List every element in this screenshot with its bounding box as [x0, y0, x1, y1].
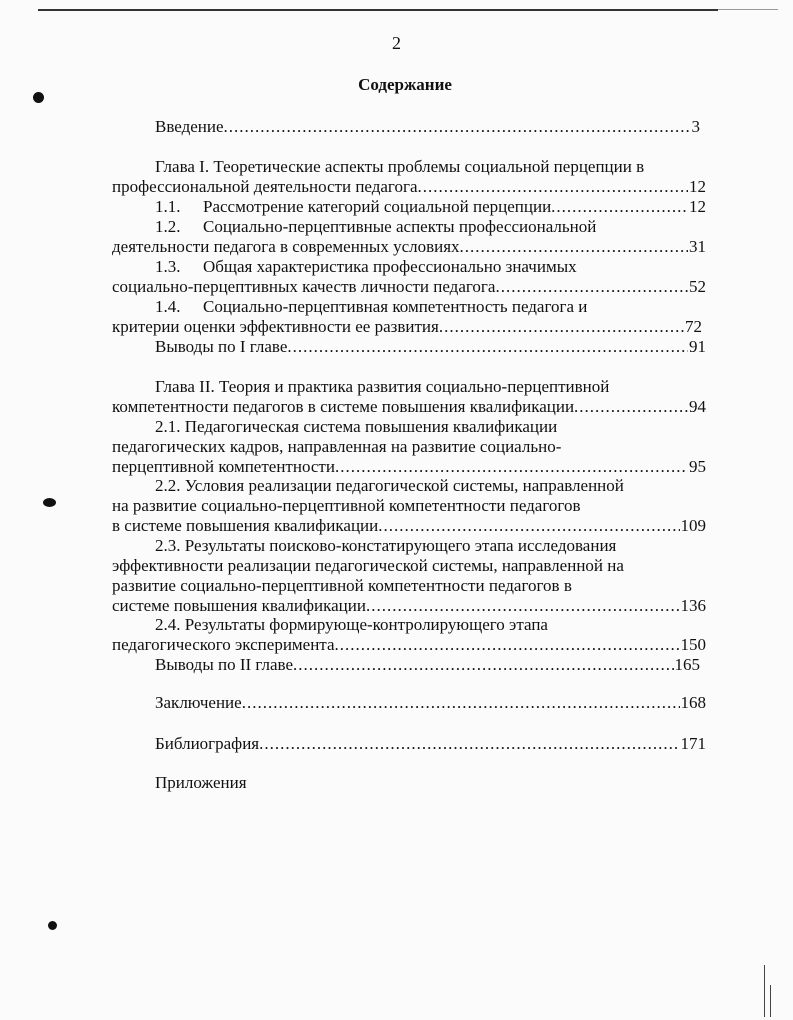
toc-entry-chapter2: компетентности педагогов в системе повышения квалификации ..... 94: [112, 397, 706, 417]
page-title: Содержание: [358, 75, 452, 94]
punch-mark-top: [33, 92, 44, 103]
punch-mark-bottom: [48, 921, 57, 930]
toc-entry-bibliography: Библиография ..... 171: [155, 734, 706, 754]
page-number: 2: [392, 33, 401, 53]
toc-entry-chapter1-conclusions: Выводы по I главе ..... 91: [155, 337, 706, 357]
right-scan-edge-2: [770, 985, 771, 1017]
toc-entry-2-4: педагогического эксперимента ..... 150: [112, 635, 706, 655]
top-scan-edge-faint: [718, 9, 778, 10]
top-scan-edge: [38, 9, 718, 11]
right-scan-edge-1: [764, 965, 765, 1017]
toc-entry-2-1-line2: педагогических кадров, направленная на развитие социально-: [112, 437, 562, 456]
toc-entry-1-3: социально-перцептивных качеств личности педагога ..... 52: [112, 277, 706, 297]
toc-entry-appendices: Приложения: [155, 773, 247, 792]
toc-entry-2-1-title: 2.1. Педагогическая система повышения квалификации: [155, 417, 558, 436]
toc-entry-2-3: системе повышения квалификации ..... 136: [112, 596, 706, 616]
toc-entry-2-3-line3: развитие социально-перцептивной компетентности педагогов в: [112, 576, 572, 595]
toc-entry-intro: Введение ..... 3: [155, 117, 700, 137]
toc-entry-2-4-title: 2.4. Результаты формирующе-контролирующего этапа: [155, 615, 548, 634]
toc-entry-2-2-title: 2.2. Условия реализации педагогической системы, направленной: [155, 476, 624, 495]
toc-entry-conclusion: Заключение ..... 168: [155, 693, 706, 713]
toc-entry-chapter2-conclusions: Выводы по II главе ..... 165: [155, 655, 700, 675]
toc-chapter1-title: Глава I. Теоретические аспекты проблемы социальной перцепции в: [155, 157, 645, 176]
toc-entry-1-2-title: 1.2. Социально-перцептивные аспекты профессиональной: [155, 217, 597, 236]
punch-mark-middle: [43, 498, 56, 507]
toc-chapter2-title: Глава II. Теория и практика развития социально-перцептивной: [155, 377, 610, 396]
toc-entry-2-1: перцептивной компетентности ..... 95: [112, 457, 706, 477]
toc-entry-1-2: деятельности педагога в современных условиях ..... 31: [112, 237, 706, 257]
toc-entry-2-3-line2: эффективности реализации педагогической системы, направленной на: [112, 556, 624, 575]
toc-entry-1-4: критерии оценки эффективности ее развития ..... 72: [112, 317, 702, 337]
toc-entry-1-3-title: 1.3. Общая характеристика профессионально значимых: [155, 257, 577, 276]
toc-entry-2-2: в системе повышения квалификации ..... 109: [112, 516, 706, 536]
toc-entry-2-3-title: 2.3. Результаты поисково-констатирующего этапа исследования: [155, 536, 617, 555]
toc-entry-1-1: 1.1. Рассмотрение категорий социальной перцепции ..... 12: [155, 197, 706, 217]
toc-entry-2-2-line2: на развитие социально-перцептивной компетентности педагогов: [112, 496, 581, 515]
toc-entry-chapter1: профессиональной деятельности педагога ..... 12: [112, 177, 706, 197]
toc-entry-1-4-title: 1.4. Социально-перцептивная компетентность педагога и: [155, 297, 588, 316]
